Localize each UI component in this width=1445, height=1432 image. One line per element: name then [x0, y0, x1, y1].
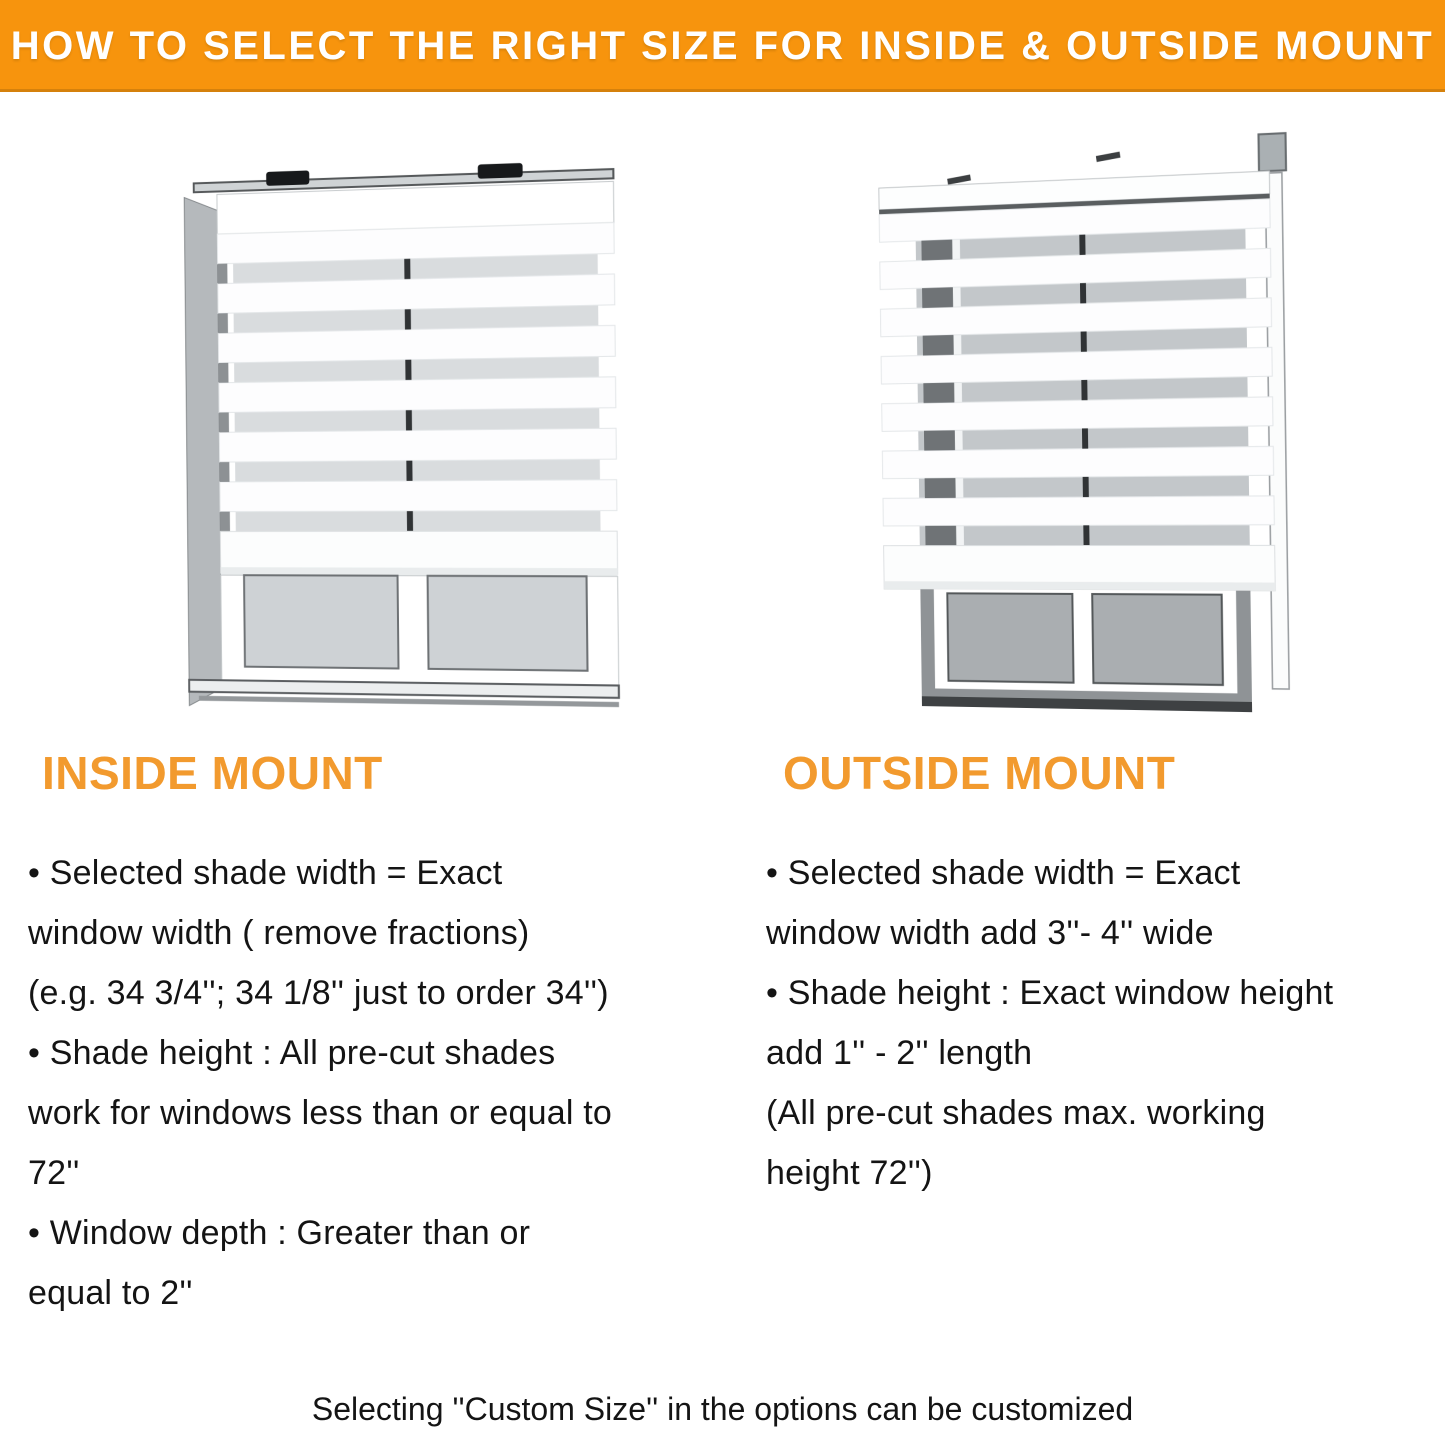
inside-mount-illustration [155, 129, 650, 723]
footer-note: Selecting ''Custom Size'' in the options can be customized [311, 1391, 1134, 1427]
spec-line: equal to 2'' [28, 1274, 193, 1312]
spec-line: height 72'') [766, 1154, 933, 1192]
outside-mount-heading: OUTSIDE MOUNT [783, 747, 1176, 799]
window-lower-panes [920, 589, 1252, 702]
spec-line: • Selected shade width = Exact [28, 854, 503, 892]
spec-line: • Selected shade width = Exact [766, 854, 1241, 892]
spec-line: • Window depth : Greater than or [28, 1214, 531, 1252]
spec-line: add 1'' - 2'' length [766, 1034, 1033, 1072]
bracket-clip-icon [266, 170, 309, 185]
spec-line: 72'' [28, 1154, 80, 1192]
page-title: HOW TO SELECT THE RIGHT SIZE FOR INSIDE & OUTSIDE MOUNT [10, 23, 1435, 68]
inside-mount-heading: INSIDE MOUNT [42, 747, 383, 799]
spec-line: work for windows less than or equal to [28, 1094, 612, 1132]
outside-mount-specs [766, 843, 1436, 1203]
spec-line: window width add 3''- 4'' wide [766, 914, 1214, 952]
mount-bracket-icon [1258, 133, 1286, 171]
spec-line: • Shade height : All pre-cut shades [28, 1034, 556, 1072]
banner-title-bar [0, 0, 1445, 92]
inside-mount-figure [155, 129, 650, 723]
window-sill [189, 680, 619, 707]
outside-mount-illustration [865, 119, 1311, 737]
inside-mount-specs [28, 843, 728, 1323]
window-lower-panes [221, 575, 619, 685]
spec-line: (e.g. 34 3/4''; 34 1/8'' just to order 34'') [28, 974, 609, 1012]
spec-line: window width ( remove fractions) [28, 914, 530, 952]
window-left-jamb [184, 196, 222, 706]
spec-line: (All pre-cut shades max. working [766, 1094, 1266, 1132]
outside-mount-figure [865, 119, 1311, 737]
spec-line: • Shade height : Exact window height [766, 974, 1334, 1012]
bracket-clip-icon [478, 163, 523, 179]
